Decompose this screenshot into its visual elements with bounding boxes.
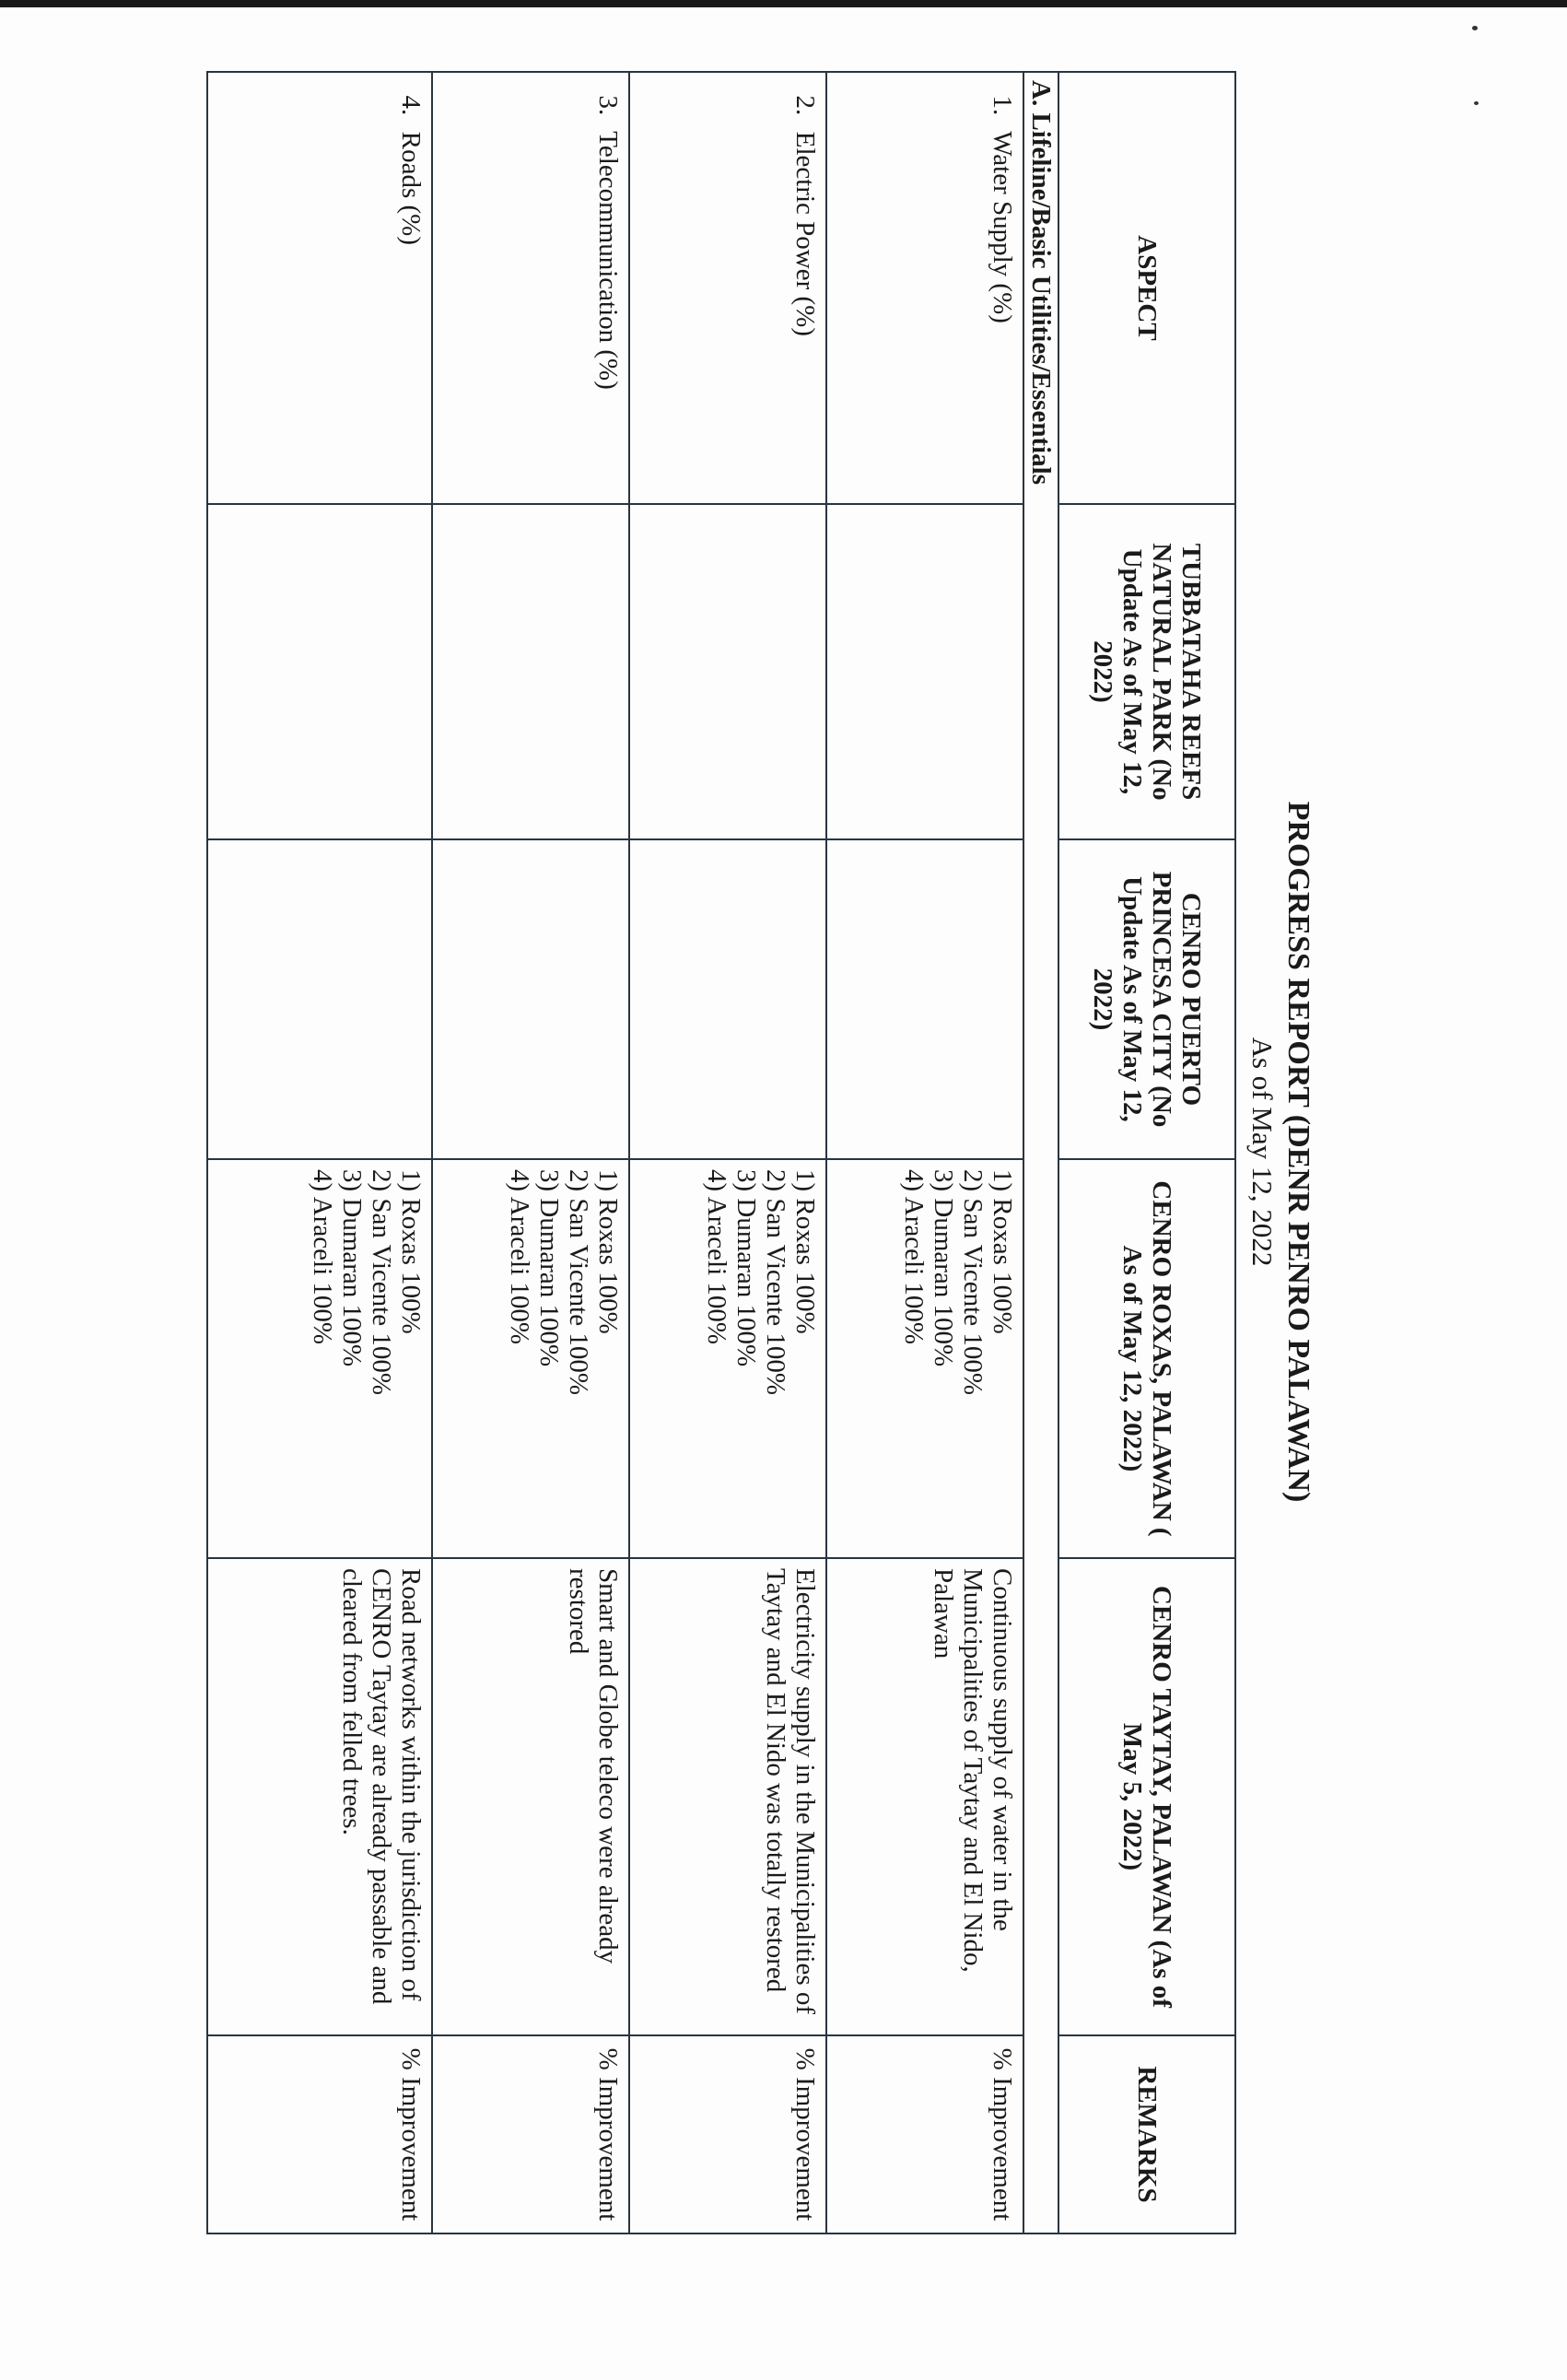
header-remarks: REMARKS: [1058, 2035, 1235, 2233]
remarks-cell: % Improvement: [432, 2035, 629, 2233]
roxas-line: 1) Roxas 100%: [593, 1169, 623, 1334]
puerto-cell: [207, 839, 432, 1159]
report-subtitle: As of May 12, 2022: [1246, 1037, 1279, 1267]
scan-speck: [1474, 101, 1479, 105]
roxas-line: 1) Roxas 100%: [790, 1169, 820, 1334]
roxas-line: 4) Araceli 100%: [308, 1169, 337, 1345]
report-title: PROGRESS REPORT (DENR PENRO PALAWAN): [1281, 801, 1316, 1503]
roxas-line: 2) San Vicente 100%: [564, 1169, 593, 1395]
roxas-line: 2) San Vicente 100%: [958, 1169, 988, 1395]
table-row: [826, 72, 1023, 2233]
aspect-label: Electric Power (%): [790, 131, 820, 336]
section-row: [1023, 72, 1058, 2233]
roxas-line: 1) Roxas 100%: [988, 1169, 1017, 1334]
puerto-cell: [826, 839, 1023, 1159]
roxas-cell: [207, 1159, 432, 1558]
table-header-row: [1058, 72, 1235, 2233]
scan-edge: [0, 0, 1567, 7]
roxas-cell: [432, 1159, 629, 1558]
remarks-cell: % Improvement: [826, 2035, 1023, 2233]
roxas-line: 3) Dumaran 100%: [337, 1169, 367, 1367]
aspect-number: 2.: [790, 95, 820, 116]
roxas-line: 4) Araceli 100%: [505, 1169, 534, 1345]
roxas-line: 4) Araceli 100%: [702, 1169, 731, 1345]
header-aspect: ASPECT: [1058, 72, 1235, 504]
aspect-cell: [826, 72, 1023, 504]
roxas-line: 3) Dumaran 100%: [731, 1169, 761, 1367]
progress-table: [206, 71, 1236, 2234]
header-cenro-roxas: CENRO ROXAS, PALAWAN ( As of May 12, 2022): [1058, 1159, 1235, 1558]
scan-speck: [1472, 26, 1478, 30]
aspect-label: Roads (%): [396, 131, 426, 245]
tubbataha-cell: [629, 504, 826, 839]
aspect-cell: [629, 72, 826, 504]
aspect-number: 4.: [396, 95, 426, 116]
aspect-label: Water Supply (%): [988, 131, 1017, 323]
taytay-cell: Electricity supply in the Municipalities of Taytay and El Nido was totally restored: [629, 1558, 826, 2035]
rotated-report: [0, 46, 1317, 2257]
roxas-line: 2) San Vicente 100%: [761, 1169, 790, 1395]
puerto-cell: [629, 839, 826, 1159]
roxas-line: 4) Araceli 100%: [899, 1169, 929, 1345]
remarks-cell: % Improvement: [207, 2035, 432, 2233]
tubbataha-cell: [826, 504, 1023, 839]
taytay-cell: Road networks within the jurisdiction of CENRO Taytay are already passable and cleared from felled trees.: [207, 1558, 432, 2035]
table-row: [432, 72, 629, 2233]
table-row: [629, 72, 826, 2233]
roxas-cell: [826, 1159, 1023, 1558]
roxas-line: 3) Dumaran 100%: [534, 1169, 564, 1367]
report-heading: [1245, 46, 1317, 2257]
puerto-cell: [432, 839, 629, 1159]
roxas-line: 1) Roxas 100%: [396, 1169, 426, 1334]
taytay-cell: Continuous supply of water in the Municipalities of Taytay and El Nido, Palawan: [826, 1558, 1023, 2035]
tubbataha-cell: [207, 504, 432, 839]
table-row: [207, 72, 432, 2233]
roxas-cell: [629, 1159, 826, 1558]
aspect-cell: [432, 72, 629, 504]
header-cenro-puerto: CENRO PUERTO PRINCESA CITY (No Update As of May 12, 2022): [1058, 839, 1235, 1159]
remarks-cell: % Improvement: [629, 2035, 826, 2233]
aspect-label: Telecommunication (%): [593, 131, 623, 390]
aspect-cell: [207, 72, 432, 504]
roxas-line: 3) Dumaran 100%: [929, 1169, 958, 1367]
aspect-number: 3.: [593, 95, 623, 116]
header-cenro-taytay: CENRO TAYTAY, PALAWAN (As of May 5, 2022): [1058, 1558, 1235, 2035]
header-tubbataha: TUBBATAHA REEFS NATURAL PARK (No Update As of May 12, 2022): [1058, 504, 1235, 839]
roxas-line: 2) San Vicente 100%: [367, 1169, 396, 1395]
taytay-cell: Smart and Globe teleco were already restored: [432, 1558, 629, 2035]
tubbataha-cell: [432, 504, 629, 839]
section-title: A. Lifeline/Basic Utilities/Essentials: [1023, 72, 1058, 2233]
aspect-number: 1.: [988, 95, 1017, 116]
